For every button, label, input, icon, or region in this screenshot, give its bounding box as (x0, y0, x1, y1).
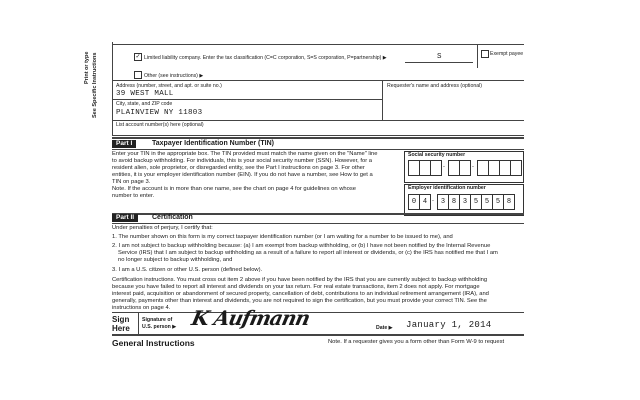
requester-divider (382, 80, 383, 120)
other-bottom (112, 80, 524, 81)
cert-line-5: instructions on page 4. (112, 305, 171, 311)
other-label: Other (see instructions) ▶ (144, 73, 204, 79)
part1-body-2: to avoid backup withholding. For individuals, this is your social security number (SSN). However, for a (112, 158, 373, 164)
part2-item-2c: no longer subject to backup withholding, and (118, 257, 233, 263)
ein-digit-4[interactable]: 8 (448, 194, 460, 210)
part1-title-rule (112, 149, 524, 150)
llc-checkbox[interactable]: ✓ (135, 54, 141, 60)
part2-item-2b: Service (IRS) that I am subject to backup withholding as a result of a failure to report all interest or dividends, or (c) the IRS has notified me that I am (118, 250, 498, 256)
date-label: Date ▶ (376, 325, 393, 331)
part1-body-4: entities, it is your employer identification number (EIN). If you do not have a number, see How to get a (112, 172, 373, 178)
address-bottom (112, 99, 382, 100)
ssn-label: Social security number (408, 152, 466, 158)
city-bottom (112, 120, 524, 121)
footer-note: Note. If a requester gives you a form other than Form W-9 to request (328, 339, 505, 345)
ein-label: Employer identification number (408, 185, 486, 191)
part2-title: Certification (152, 214, 193, 221)
general-instructions-heading: General Instructions (112, 338, 195, 348)
part2-intro: Under penalties of perjury, I certify that: (112, 225, 213, 231)
address-value[interactable]: 39 WEST MALL (116, 90, 174, 98)
exempt-divider (477, 44, 478, 68)
date-value[interactable]: January 1, 2014 (406, 320, 492, 330)
accounts-label: List account number(s) here (optional) (116, 122, 204, 128)
part1-note-1: Note. If the account is in more than one name, see the chart on page 4 for guidelines on whose (112, 186, 356, 192)
ein-digit-9[interactable]: 8 (503, 194, 515, 210)
ein-digit-2[interactable]: 4 (419, 194, 431, 210)
ein-dash: - (432, 198, 434, 204)
cert-line-2: because you have failed to report all interest and dividends on your tax return. For real estate transactions, item 2 does not apply. For mortgage (112, 284, 480, 290)
city-label: City, state, and ZIP code (116, 101, 173, 107)
ein-digit-7[interactable]: 5 (481, 194, 493, 210)
ein-digit-1[interactable]: 0 (408, 194, 420, 210)
llc-underline (405, 62, 473, 63)
part1-title: Taxpayer Identification Number (TIN) (152, 140, 274, 147)
ein-digit-3[interactable]: 3 (437, 194, 449, 210)
city-value[interactable]: PLAINVIEW NY 11803 (116, 109, 203, 117)
address-label: Address (number, street, and apt. or suite no.) (116, 83, 222, 89)
ssn-digit-3[interactable] (430, 160, 442, 176)
sign-label: Sign (112, 315, 130, 324)
llc-classification-value[interactable]: S (437, 53, 442, 61)
ssn-dash-1: - (443, 164, 445, 170)
ein-digit-5[interactable]: 3 (459, 194, 471, 210)
signature-of-label: Signature of (142, 317, 173, 323)
part1-top-rule (112, 137, 524, 139)
part2-item-2a: 2. I am not subject to backup withholding because: (a) I am exempt from backup withholding, or (b) I have not been notified by the Internal Revenue (112, 243, 491, 249)
exempt-checkbox[interactable] (481, 50, 489, 58)
accounts-bottom (112, 135, 524, 136)
ssn-digit-9[interactable] (510, 160, 522, 176)
ein-digit-6[interactable]: 5 (470, 194, 482, 210)
part1-note-2: number to enter. (112, 193, 155, 199)
part2-tag: Part II (112, 214, 138, 222)
part1-body-1: Enter your TIN in the appropriate box. The TIN provided must match the name given on the "Name" line (112, 151, 378, 157)
part2-item-3: 3. I am a U.S. citizen or other U.S. person (defined below). (112, 267, 263, 273)
part1-tag: Part I (112, 140, 136, 148)
cert-line-3: interest paid, acquisition or abandonment of secured property, cancellation of debt, contributions to an individual retirement arrangement (IRA), and (112, 291, 489, 297)
part2-title-rule (112, 223, 524, 224)
ein-digit-8[interactable]: 5 (492, 194, 504, 210)
sign-divider (138, 312, 139, 334)
ssn-digit-5[interactable] (459, 160, 471, 176)
part1-body-3: resident alien, sole proprietor, or disregarded entity, see the Part I instructions on page 3. For other (112, 165, 365, 171)
cert-line-1: Certification instructions. You must cross out item 2 above if you have been notified by the IRS that you are currently subject to backup withholding (112, 277, 488, 283)
us-person-label: U.S. person ▶ (142, 324, 177, 330)
top-border (112, 44, 524, 45)
side-see-specific: See Specific Instructions (92, 52, 98, 118)
ssn-dash-2: - (472, 164, 474, 170)
cert-line-4: generally, payments other than interest and dividends, you are not required to sign the certification, but you must provide your correct TIN. See the (112, 298, 487, 304)
llc-label: Limited liability company. Enter the tax classification (C=C corporation, S=S corporation, P=partnership) ▶ (144, 55, 387, 61)
requester-label: Requester's name and address (optional) (387, 83, 482, 89)
signature[interactable]: K Aufmann (189, 306, 312, 330)
form-left-border (112, 42, 113, 136)
side-print-or-type: Print or type (84, 51, 90, 84)
other-checkbox[interactable] (134, 71, 142, 79)
part1-body-5: TIN on page 3. (112, 179, 151, 185)
sign-top-rule (112, 312, 524, 313)
part2-item-1: 1. The number shown on this form is my correct taxpayer identification number (or I am waiting for a number to be issued to me), and (112, 234, 453, 240)
sign-bottom-rule (112, 334, 524, 336)
exempt-label: Exempt payee (490, 51, 524, 57)
here-label: Here (112, 324, 130, 333)
